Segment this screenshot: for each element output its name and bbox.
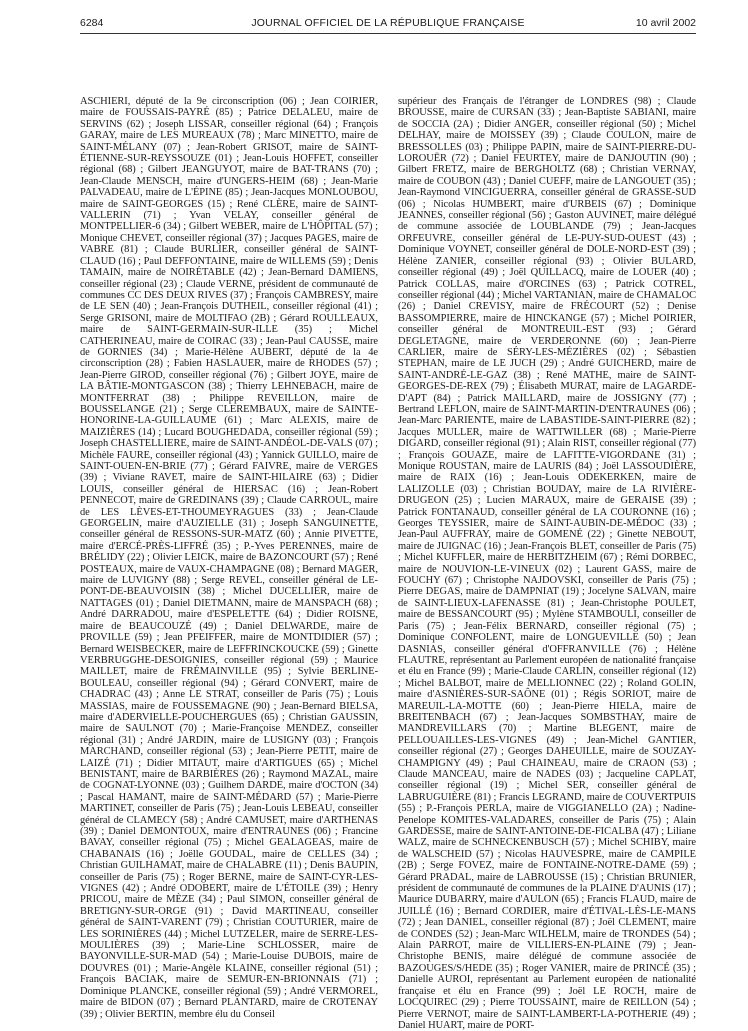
publication-date: 10 avril 2002 [635, 17, 696, 29]
page-number: 6284 [80, 17, 104, 29]
page-header [80, 17, 696, 33]
column-text: ASCHIERI, député de la 9e circonscription (06) ; Jean COIRIER, maire de FOUSSAIS-PAYRÉ (85) ; Patrice DELALEU, maire de SERVINS (62) ; Joseph LISSAR, conseiller régional (64) ; François GARAY, maire de LES MUREAUX (78) ; Marc MINETTO, maire de SAINT-MÉLANY (07) ; Jean-Robert GRISOT, maire de SAINT-ÉTIENNE-SUR-REYSSOUZE (01) ; Jean-Louis HOFFET, conseiller régional (68) ; Gilbert JEANGUYOT, maire de BAT-TRANS (70) ; Jean-Claude MENSCH, maire d'UNGERS-HEIM (68) ; Jean-Marie PALVADEAU, maire de L'ÉPINE (85) ; Jean-Jacques MONLOUBOU, maire de SAINT-GEORGES (15) ; René CLÈRE, maire de SAINT-VALLERIN (71) ; Yvan VELAY, conseiller général de MONTPELLIER-6 (34) ; Gilbert WEBER, maire de L'HÔPITAL (57) ; Monique CHEVET, conseiller régional (37) ; Jacques PAGES, maire de VABRE (81) ; Claude BURLIER, conseiller général de SAINT-CLAUD (16) ; Paul DEFFONTAINE, maire de WILLEMS (59) ; Denis TAMAIN, maire de NOIRÉTABLE (42) ; Jean-Bernard DAMIENS, conseiller régional (23) ; Claude VERNE, président de communauté de communes CC DES DEUX RIVES (37) ; François CAMBRESY, maire de LE SEN (40) ; Jean-François DUTHEIL, conseiller régional (41) ; Serge GRISONI, maire de MOLTIFAO (2B) ; Gérard ROULLEAUX, maire de SAINT-GERMAIN-SUR-ILLE (35) ; Michel CATHERINEAU, maire de COIRAC (33) ; Jean-Paul CAUSSE, maire de GORNIES (34) ; Marie-Hélène AUBERT, député de la 4e circonscription (28) ; Fabien HASLAUER, maire de RHODES (57) ; Jean-Pierre GIROD, conseiller régional (76) ; Gilbert JOYE, maire de LA BÂTIE-MONTGASCON (38) ; Thierry LEHNEBACH, maire de MONTFERRAT (38) ; Philippe REVEILLON, maire de BOUSSELANGE (21) ; Serge CLEREMBAUX, maire de SAINTE-HONORINE-LA-GUILLAUME (61) ; Marc ALEXIS, maire de MAIZIÈRES (14) ; Lucard BOUGHEDADA, conseiller régional (59) ; Joseph CHASTELLIERE, maire de SAINT-ANDÉOL-DE-VALS (07) ; Michèle FAURE, conseiller régional (43) ; Yannick GUILLO, maire de SAINT-OUEN-EN-BRIE (77) ; Gérard FAIVRE, maire de VERGES (39) ; Viviane RAVET, maire de SAINT-HILAIRE (63) ; Didier LOUIS, conseiller général de HIERSAC (16) ; Jean-Robert PENNECOT, maire de GREDINANS (39) ; Claude CARROUL, maire de LES LÈVES-ET-THOUMEYRAGUES (33) ; Jean-Claude GEORGELIN, maire d'AUZIELLE (31) ; Joseph SANGUINETTE, conseiller général de RESSONS-SUR-MATZ (60) ; Annie PIVETTE, maire d'ERCÉ-PRÈS-LIFFRÉ (35) ; P.-Yves PERENNES, maire de BRÉLIDY (22) ; Olivier LEICK, maire de BAZONCOURT (57) ; René POSTEAUX, maire de VAUX-CHAMPAGNE (08) ; Bernard MAGER, maire de LUVIGNY (88) ; Serge REVEL, conseiller général de LE-PONT-DE-BEAUVOISIN (38) ; Michel DUCELLIER, maire de NATTAGES (01) ; Daniel DIETMANN, maire de MANSPACH (68) ; André DARRADOU, maire d'ESPELETTE (64) ; Didier ROISNE, maire de BEAUCOUZÉ (49) ; Daniel DELWARDE, maire de PROVILLE (59) ; Jean PFEIFFER, maire de MONTDIDIER (57) ; Bernard WEISBECKER, maire de LEFFRINCKOUCKE (59) ; Ginette VERBRUGGHE-DESOIGNIES, conseiller régional (59) ; Maurice MAILLET, maire de FRÉMAINVILLE (95) ; Sylvie BERLINE-BOULEAU, conseiller régional (94) ; Gérard CONVERT, maire de CHADRAC (43) ; Anne LE STRAT, conseiller de Paris (75) ; Louis MASSIAS, maire de FOUSSEMAGNE (90) ; Jean-Bernard BIELSA, maire d'ADERVIELLE-POUCHERGUES (65) ; Christian GAUSSIN, maire de SAULNOT (70) ; Marie-Françoise MENDEZ, conseiller régional (31) ; André JARDIN, maire de LUSIGNY (03) ; François MARCHAND, conseiller régional (53) ; Jean-Pierre PETIT, maire de LAIZÉ (71) ; Didier MITAUT, maire d'ARTIGUES (65) ; Michel BENISTANT, maire de BARBIÈRES (26) ; Raymond MAZAL, maire de COGNAT-LYONNE (03) ; Guilhem DARDE, maire d'OCTON (34) ; Pascal HAMANT, maire de SAINT-MÉDARD (57) ; Marie-Pierre MARTINET, conseiller de Paris (75) ; Jean-Louis LEBEAU, conseiller général de CLAMECY (58) ; André CAMUSET, maire d'ARTHENAS (39) ; Daniel DEMONTOUX, maire d'ENTRAUNES (06) ; Francine BAVAY, conseiller régional (75) ; Michel GEALAGEAS, maire de CHABANAIS (16) ; Joëlle GOUDAL, maire de CELLES (34) ; Christian GUILHAMAT, maire de CHALABRE (11) ; Denis BAUPIN, conseiller de Paris (75) ; Roger BERNE, maire de SAINT-CYR-LES-VIGNES (42) ; André ODOBERT, maire de L'ÉTOILE (39) ; Henry PRICOU, maire de MÈZE (34) ; Paul SIMON, conseiller général de BRETIGNY-SUR-ORGE (91) ; David MARTINEAU, conseiller général de SAINT-VARENT (79) ; Christian COUTURIER, maire de LES SORINIÈRES (44) ; Michel LUTZELER, maire de SERRE-LES-MOULIÈRES (39) ; Marie-Line SCHLOSSER, maire de BAYONVILLE-SUR-MAD (54) ; Marie-Louise DUBOIS, maire de DOUVRES (01) ; Marie-Angèle KLAINE, conseiller régional (51) ; François BACIAK, maire de SEMUR-EN-BRIONNAIS (71) ; Dominique PLANCKE, conseiller régional (59) ; André VERMOREL, maire de BIDON (07) ; Bernard PLANTARD, maire de CROTENAY (39) ; Olivier BERTIN, membre élu du Conseil [80, 96, 378, 1020]
text-column-right [398, 96, 696, 1031]
column-text: supérieur des Français de l'étranger de LONDRES (98) ; Claude BROUSSE, maire de CURSAN (33) ; Jean-Baptiste SABIANI, maire de SOCCIA (2A) ; Didier ANGER, conseiller régional (50) ; Michel DELHAY, maire de MOISSEY (39) ; Claude COULON, maire de BRESSOLLES (03) ; Philippe PAPIN, maire de SAINT-PIERRE-DU-LOROUËR (72) ; Daniel FEURTEY, maire de DANJOUTIN (90) ; Gilbert FRETZ, maire de BERGHOLTZ (68) ; Christian VERNAY, maire de COUBON (43) ; Daniel CUEFF, maire de LANGOUET (35) ; Jean-Raymond VINCIGUERRA, conseiller général de GRASSE-SUD (06) ; Nicolas HUMBERT, maire d'URBEIS (67) ; Dominique JEANNES, conseiller régional (56) ; Gaston AUVINET, maire délégué de commune associée de LOUBLANDE (79) ; Jean-Jacques ORFEUVRE, conseiller général de LE-PUY-SUD-OUEST (43) ; Dominique VOYNET, conseiller général de DOLE-NORD-EST (39) ; Hélène ZANIER, conseiller régional (93) ; Olivier BULARD, conseiller régional (49) ; Joël QUILLACQ, maire de LOUER (40) ; Patrick COLLAS, maire d'ORCINES (63) ; Patrick COTREL, conseiller régional (44) ; Michel VARTANIAN, maire de CHAMALOC (26) ; Daniel CREVISY, maire de FRÉCOURT (52) ; Denise BASSOMPIERRE, maire de HINCKANGE (57) ; Michel POIRIER, conseiller général de MONTREUIL-EST (93) ; Gérard DEGLETAGNE, maire de VERDERONNE (60) ; Jean-Pierre CARLIER, maire de SÉRY-LES-MÉZIÈRES (02) ; Sébastien STEPHAN, maire de LE JUCH (29) ; André GUICHERD, maire de SAINT-ANDRÉ-LE-GAZ (38) ; René MATHE, maire de SAINT-GEORGES-DE-REX (79) ; Élisabeth MURAT, maire de LAGARDE-D'APT (84) ; Patrick MAILLARD, maire de JOSSIGNY (77) ; Bertrand LEFLON, maire de SAINT-MARTIN-D'ENTRAUNES (06) ; Jean-Marc PARIENTE, maire de LABASTIDE-SAINT-PIERRE (82) ; Jacques MULLER, maire de WATTWILLER (68) ; Marie-Pierre DIGARD, conseiller régional (91) ; Alain RIST, conseiller régional (77) ; François GOUAZE, maire de LAFITTE-VIGORDANE (31) ; Monique ROUSTAN, maire de LAURIS (84) ; Joël LASSOUDIÈRE, maire de RAIX (16) ; Jean-Louis ODEKERKEN, maire de LALIZOLLE (03) ; Christian BOUDAY, maire de LA RIVIÈRE-DRUGEON (25) ; Lucien MARAUX, maire de GERAISE (39) ; Patrick FONTANAUD, conseiller général de LA COURONNE (16) ; Georges TEYSSIER, maire de SAINT-AUBIN-DE-MÉDOC (33) ; Jean-Paul AUFFRAY, maire de GOMENÉ (22) ; Ginette NEBOUT, maire de JUIGNAC (16) ; Jean-François BLET, conseiller de Paris (75) ; Michel KUFFLER, maire de HERBITZHEIM (67) ; Rémi DORBEC, maire de NOUVION-LE-VINEUX (02) ; Laurent GASS, maire de FOUCHY (67) ; Christophe NAJDOVSKI, conseiller de Paris (75) ; Pierre DEGAS, maire de DAMPNIAT (19) ; Jocelyne SALVAN, maire de SAINT-LIEUX-LAFENASSE (81) ; Jean-Christophe POULET, maire de BESSANCOURT (95) ; Mylène STAMBOULI, conseiller de Paris (75) ; Jean-Félix BERNARD, conseiller régional (75) ; Dominique CONFOLENT, maire de LONGUEVILLE (50) ; Jean DASNIAS, conseiller général d'OFFRANVILLE (76) ; Hélène FLAUTRE, représentant au Parlement européen de nationalité française et élu en France (99) ; Marie-Claude CARLIN, conseiller régional (12) ; Michel BALBOT, maire de MELLIONNEC (22) ; Roland GOLIN, maire d'ASNIÈRES-SUR-SAÔNE (01) ; Régis SORIOT, maire de MAREUIL-LA-MOTTE (60) ; Jean-Pierre HIELA, maire de BREITENBACH (67) ; Jean-Jacques SOMBSTHAY, maire de MANDREVILLARS (70) ; Martine BLEGENT, maire de PELLOUAILLES-LES-VIGNES (49) ; Jean-Michel GANTIER, conseiller régional (27) ; Georges DAHEUILLE, maire de SOUZAY-CHAMPIGNY (49) ; Paul CHAINEAU, maire de CRAON (53) ; Claude MANCEAU, maire de NADES (03) ; Jacqueline CAPLAT, conseiller régional (19) ; Michel SER, conseiller général de LABRUGUIÈRE (81) ; Francis LEGRAND, maire de COUVERTPUIS (55) ; P.-François PERLA, maire de VIGGIANELLO (2A) ; Nadine-Penelope KOMITES-VALADARES, conseiller de Paris (75) ; Alain GARDESSE, maire de SAINT-ANTOINE-DE-FICALBA (47) ; Liliane WALZ, maire de SCHNECKENBUSCH (57) ; Michel SCHIBY, maire de WALSCHEID (57) ; Nicolas HAUVESPRE, maire de CAMPILE (2B) ; Serge FOVEZ, maire de FONTAINE-NOTRE-DAME (59) ; Gérard PRADAL, maire de LABROUSSE (15) ; Christian BRUNIER, président de communauté de communes de la PLAINE D'AUNIS (17) ; Maurice DUBARRY, maire d'AULON (65) ; Francis FLAUD, maire de JUILLÉ (16) ; Bernard CORDIER, maire d'ÉTIVAL-LÈS-LE-MANS (72) ; Jean DANIEL, conseiller régional (87) ; Joël CLEMENT, maire de CONDES (52) ; Jean-Marc WILHELM, maire de TRONDES (54) ; Alain PARROT, maire de VILLIERS-EN-PLAINE (79) ; Jean-Christophe BENIS, maire délégué de commune associée de BAZOUGES/S/HEDE (35) ; Roger VANIER, maire de PRINCÉ (35) ; Danielle AUROI, représentant au Parlement européen de nationalité française et élu en France (99) ; Joël LE ROC'H, maire de LOCQUIREC (29) ; Pierre TOUSSAINT, maire de REILLON (54) ; Pierre VERNOT, maire de SAINT-LAMBERT-LA-POTHERIE (49) ; Daniel HUART, maire de PORT- [398, 96, 696, 1031]
text-column-left [80, 96, 378, 1020]
journal-title: JOURNAL OFFICIEL DE LA RÉPUBLIQUE FRANÇAISE [251, 17, 525, 29]
header-rule [80, 33, 696, 34]
